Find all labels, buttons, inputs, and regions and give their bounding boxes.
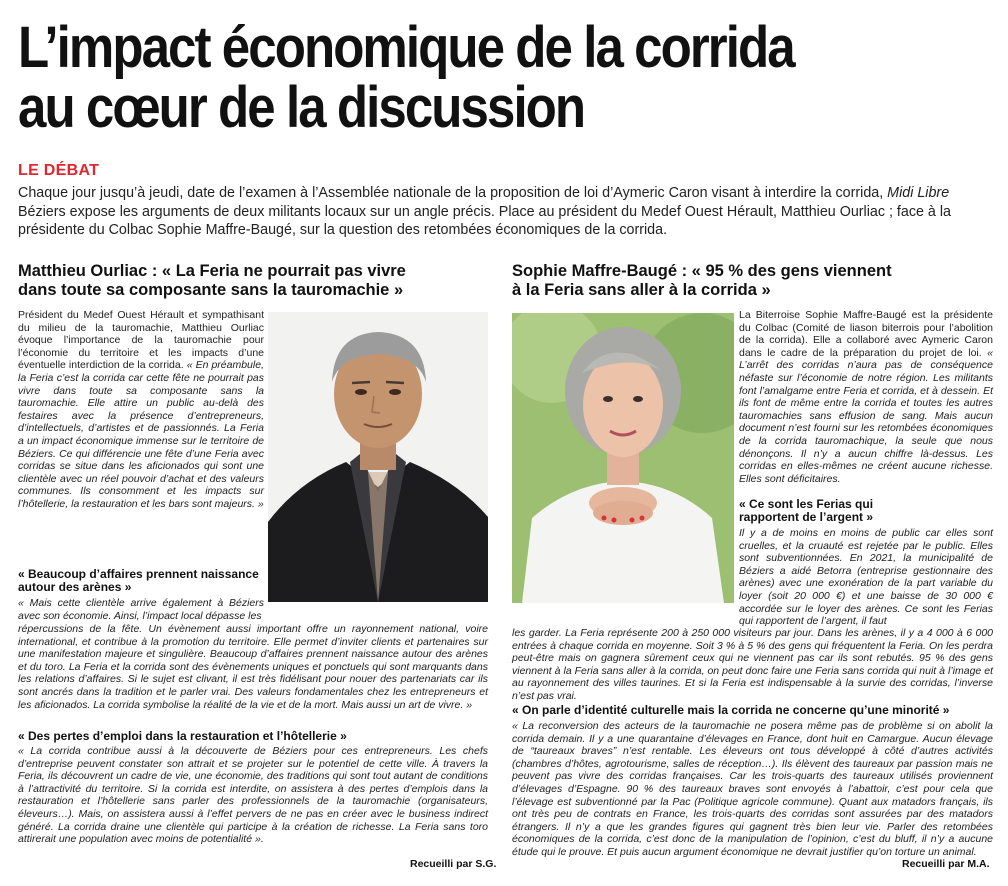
left-subhead-2: « Des pertes d’emploi dans la restauration et l’hôtellerie » bbox=[18, 729, 347, 743]
left-subhead-1-line-2: autour des arènes » bbox=[18, 580, 132, 594]
left-p1-quote: « En préambule, la Feria c’est la corrida car cette fête ne pourrait pas vivre dans toute sa composante sans la tauromachie. Elle attire un public au-delà des festaires avec la présence d’entrepreneurs, d’intellectuels, d’artistes et de passionnés. La Feria a un impact économique immense sur le territoire de Béziers. Ce qui différencie une fête d’une Feria avec corridas se situe dans les aficionados qui sont une clientèle avec un réel pouvoir d’achat et des valeurs communes. Ils consomment et les impacts sur l’hôtellerie, la restauration et les bars sont majeurs. » bbox=[18, 359, 264, 510]
right-article-title bbox=[512, 262, 992, 300]
intro-text-2: Béziers expose les arguments de deux militants locaux sur un angle précis. Place au président du Medef Ouest Hérault, Matthieu Ourliac ; face à la présidente du Colbac Sophie Maffre-Baugé, sur la question des retombées économiques de la corrida. bbox=[18, 203, 951, 238]
right-paragraph-2-top: Il y a de moins en moins de public car elles sont cruelles, et la cruauté est rejetée par le public. Elles sont subventionnées. En 2021, la municipalité de Béziers a aidé Betorra (entreprise gestionnaire des arènes) avec une exonération de la part variable du loyer (soit 20 000 €) et une baisse de 30 000 € accordée sur le loyer des arènes. Ce sont les Ferias qui rapportent de l’argent, il faut bbox=[739, 527, 993, 628]
headline-line-2: au cœur de la discussion bbox=[18, 75, 585, 140]
right-subhead-2: « On parle d’identité culturelle mais la corrida ne concerne qu’une minorité » bbox=[512, 703, 950, 717]
portrait-sophie-maffre-bauge bbox=[512, 313, 734, 603]
left-paragraph-2-bottom: répercussions de la fête. Un évènement aussi important offre un rayonnement national, voire international, et contribue à la promotion du territoire. Elle permet d’inviter clients et partenaires sur une manifestation majeure et singulière. Beaucoup d’affaires prennent naissance autour des arènes et du toro. La Feria et la corrida sont des évènements uniques et ponctuels qui sont marquants dans les relations d’affaires. Si le sujet est clivant, il est très fidélisant pour nouer des partenariats car ils sont ancrés dans la tradition et le parler vrai. Des valeurs fondamentales chez les entrepreneurs et les aficionados. La corrida symbolise la réalité de la vie et de la mort. Mais aussi un art de vivre. » bbox=[18, 623, 488, 711]
left-title-line-1: Matthieu Ourliac : « La Feria ne pourrait pas vivre bbox=[18, 262, 406, 280]
left-signature: Recueilli par S.G. bbox=[410, 858, 497, 870]
right-p1-plain: La Biterroise Sophie Maffre-Baugé est la présidente du Colbac (Comité de liason biterrois pour l’abolition de la corrida). Elle a collaboré avec Aymeric Caron dans le cadre de la préparation du projet de loi. bbox=[739, 309, 993, 359]
headline-line-1: L’impact économique de la corrida bbox=[18, 15, 794, 80]
right-subhead-1 bbox=[739, 498, 993, 524]
portrait-matthieu-illustration bbox=[268, 312, 488, 602]
intro-text-1: Chaque jour jusqu’à jeudi, date de l’examen à l’Assemblée nationale de la proposition de loi d’Aymeric Caron visant à interdire la corrida, bbox=[18, 185, 888, 201]
portrait-matthieu-ourliac bbox=[268, 312, 488, 602]
right-signature: Recueilli par M.A. bbox=[902, 858, 990, 870]
right-paragraph-3: « La reconversion des acteurs de la tauromachie ne posera même pas de problème si on abolit la corrida demain. Il y a une quarantaine d’élevages en France, dont huit en Camargue. Aucun élevage de “taureaux braves” n’est rentable. Les éleveurs ont tous développé à côté d’autres activités (chambres d’hôtes, agrotourisme, salles de réception…). Ils élèvent des taureaux par passion mais ne peuvent pas vivre des corridas françaises. Car les trois-quarts des taureaux utilisés proviennent d’élevages d’Espagne. 90 % des taureaux braves sont envoyés à l’abattoir, c’est pour cela que l’élevage est subventionné par la Pac (Politique agricole commune). Quant aux matadors français, ils ont très peu de contrats en France, les trois-quarts des corridas sont assurées par des matadors étrangers. Il n’y a que les grandes figures qui gagnent très bien leur vie. Parler des retombées économiques de la corrida, c’est donc de la manipulation de l’opinion, c’est du bluff, il n’y a aucune étude qui le prouve. Et puis aucun argument économique ne devrait justifier qu’on torture un animal. bbox=[512, 720, 993, 858]
left-p1-plain: Président du Medef Ouest Hérault et sympathisant du milieu de la tauromachie, Matthieu Ourliac évoque l’importance de la tauromachie pour l’économie du territoire et les impacts d’une éventuelle interdiction de la corrida. bbox=[18, 309, 264, 372]
left-subhead-1 bbox=[18, 568, 264, 594]
left-paragraph-3: « La corrida contribue aussi à la découverte de Béziers pour ces entrepreneurs. Les chefs d’entreprise peuvent constater son attrait et se projeter sur le potentiel de cette ville. À travers la Feria, ils découvrent un cadre de vie, une économie, des traditions qui sont tout autant de conditions à l’attractivité du territoire. Si la corrida est interdite, on assistera à des pertes d’emplois dans la restauration et l’hôtellerie sans parler des professionnels de la tauromachie (organisateurs, éleveurs…). Mais, on assistera aussi à l’effet pervers de ne pas en créer avec le business indirect généré. La corrida draine une clientèle qui participe à la création de richesse. La Feria sans toro attirerait une population avec moins de potentialité ». bbox=[18, 745, 488, 846]
intro-paragraph bbox=[18, 184, 993, 240]
section-kicker: LE DÉBAT bbox=[18, 162, 100, 179]
right-subhead-1-line-2: rapportent de l’argent » bbox=[739, 510, 874, 524]
left-subhead-1-line-1: « Beaucoup d’affaires prennent naissance bbox=[18, 567, 259, 581]
right-subhead-1-line-1: « Ce sont les Ferias qui bbox=[739, 497, 874, 511]
right-p1-quote: « L’arrêt des corridas n’aura pas de conséquence néfaste sur l’économie de notre région. Les militants font l’amalgame entre Feria et corrida, et à dessein. Et ils font de même entre la corrida et toutes les autres tauromachies sans effusion de sang. Mais aucun document n’est fourni sur les retombées économiques de la corrida tauromachique, la seule que nous dénonçons. Il n’y a aucun chiffre là-dessus. Les corridas en elles-mêmes ne créent aucune richesse. Elles sont déficitaires. bbox=[739, 346, 993, 485]
right-title-line-1: Sophie Maffre-Baugé : « 95 % des gens viennent bbox=[512, 262, 892, 280]
portrait-sophie-illustration bbox=[512, 313, 734, 603]
left-title-line-2: dans toute sa composante sans la tauromachie » bbox=[18, 281, 404, 299]
left-paragraph-2-top: « Mais cette clientèle arrive également à Béziers avec son économie. Ainsi, l’impact local dépasse les bbox=[18, 597, 264, 622]
right-title-line-2: à la Feria sans aller à la corrida » bbox=[512, 281, 771, 299]
left-paragraph-1 bbox=[18, 309, 264, 511]
right-paragraph-2-bottom: les garder. La Feria représente 200 à 250 000 visiteurs par jour. Dans les arènes, il y a 4 000 à 6 000 entrées à chaque corrida en moyenne. Soit 3 % à 5 % des gens qui fréquentent la Feria. On les perdra peut-être mais on gagnera sûrement ceux qui ne viennent pas car ils sont rebutés. 95 % des gens viennent à la Feria sans aller à la corrida, on peut donc faire une Feria sans corrida qui nuit à l’image et au rayonnement des villes taurines. Et si la Feria est indispensable à la survie des corridas, l’inverse n’est pas vrai. bbox=[512, 627, 993, 702]
headline bbox=[18, 15, 876, 140]
intro-italic: Midi Libre bbox=[887, 185, 950, 201]
left-article-title bbox=[18, 262, 498, 300]
right-paragraph-1 bbox=[739, 309, 993, 485]
